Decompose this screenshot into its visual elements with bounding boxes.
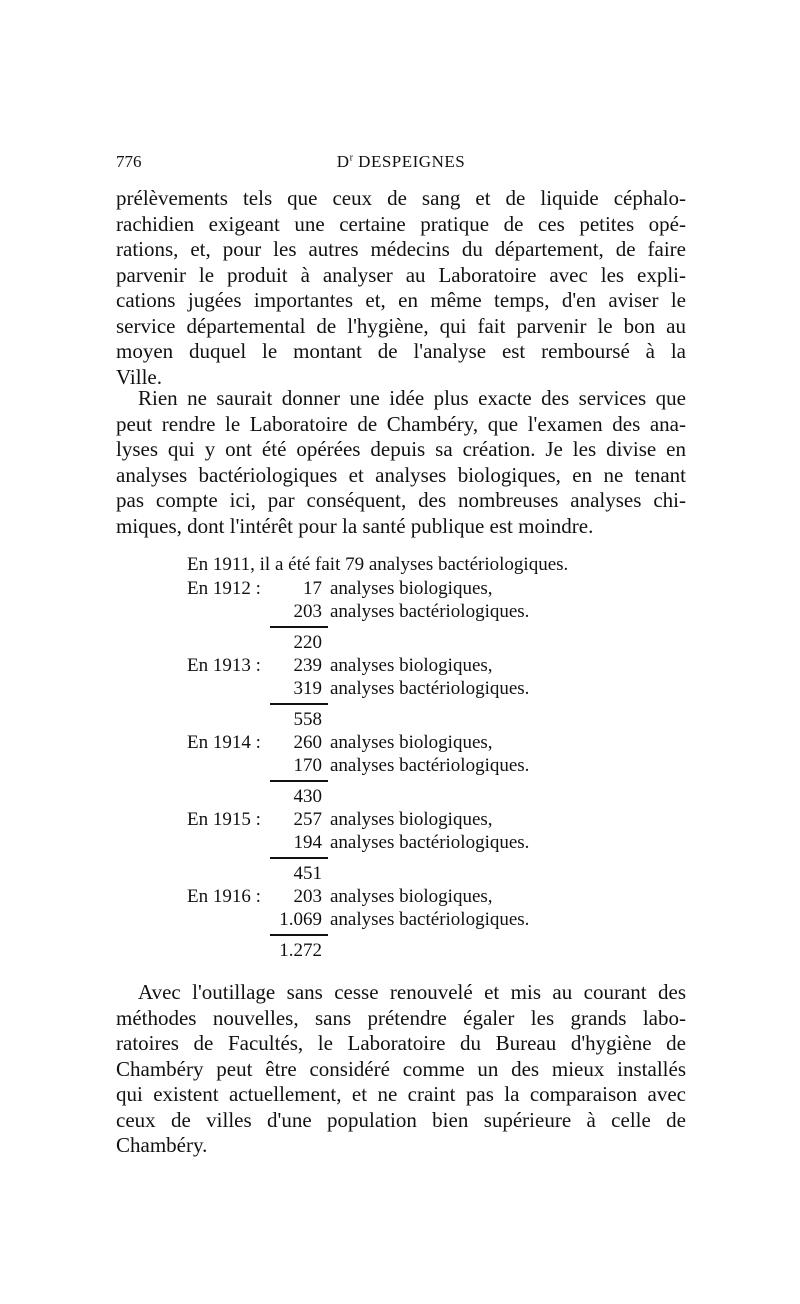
- sum-rule: [270, 857, 328, 859]
- text-line: lyses qui y ont été opérées depuis sa création. Je les divise en: [116, 437, 686, 461]
- year-label: En 1912 :: [187, 578, 261, 599]
- text-line: rations, et, pour les autres médecins du département, de faire: [116, 237, 686, 261]
- bact-text: analyses bactériologiques.: [330, 832, 530, 853]
- bio-count: 260: [293, 732, 322, 753]
- year-label: En 1914 :: [187, 732, 261, 753]
- bact-count: 1.069: [279, 909, 322, 930]
- sum-rule: [270, 934, 328, 936]
- text-line: Chambéry peut être considéré comme un des mieux installés: [116, 1056, 686, 1081]
- paragraph-3: [116, 980, 686, 1159]
- total-count: 451: [293, 863, 322, 884]
- text-line: Chambéry.: [116, 1133, 208, 1157]
- bact-count: 194: [293, 832, 322, 853]
- author-name: DESPEIGNES: [358, 152, 466, 171]
- text-line: qui existent actuellement, et ne craint pas la comparaison avec: [116, 1082, 686, 1106]
- total-count: 220: [293, 632, 322, 653]
- total-count: 430: [293, 786, 322, 807]
- text-line: rachidien exigeant une certaine pratique de ces petites opé-: [116, 211, 686, 236]
- total-count: 558: [293, 709, 322, 730]
- page-number: 776: [116, 152, 142, 171]
- running-title: [116, 152, 686, 172]
- text-line: analyses bactériologiques et analyses biologiques, en ne tenant: [116, 462, 686, 487]
- text-line: cations jugées importantes et, en même temps, d'en aviser le: [116, 288, 686, 312]
- bio-count: 239: [293, 655, 322, 676]
- sum-rule: [270, 703, 328, 705]
- bact-count: 203: [293, 601, 322, 622]
- text-line: Ville.: [116, 364, 162, 389]
- year-label: En 1913 :: [187, 655, 261, 676]
- bio-text: analyses biologiques,: [330, 655, 493, 676]
- bio-text: analyses biologiques,: [330, 732, 493, 753]
- author-prefix: D: [336, 152, 350, 171]
- text-line: moyen duquel le montant de l'analyse est remboursé à la: [116, 339, 686, 363]
- bio-count: 17: [303, 578, 322, 599]
- text-line: ratoires de Facultés, le Laboratoire du Bureau d'hygiène de: [116, 1031, 686, 1055]
- year-label: En 1916 :: [187, 886, 261, 907]
- text-line: miques, dont l'intérêt pour la santé publique est moindre.: [116, 513, 594, 538]
- bio-count: 257: [293, 809, 322, 830]
- text-line: méthodes nouvelles, sans prétendre égaler les grands labo-: [116, 1005, 686, 1030]
- text-line: Rien ne saurait donner une idée plus exacte des services que: [138, 386, 686, 410]
- sum-rule: [270, 780, 328, 782]
- bio-text: analyses biologiques,: [330, 809, 493, 830]
- text-line: peut rendre le Laboratoire de Chambéry, que l'examen des ana-: [116, 411, 686, 436]
- sum-rule: [270, 626, 328, 628]
- total-count: 1.272: [279, 940, 322, 961]
- paragraph-2: [116, 386, 686, 539]
- bact-text: analyses bactériologiques.: [330, 909, 530, 930]
- bact-text: analyses bactériologiques.: [330, 678, 530, 699]
- text-line: service départemental de l'hygiène, qui fait parvenir le bon au: [116, 313, 686, 338]
- year-label: En 1915 :: [187, 809, 261, 830]
- bact-text: analyses bactériologiques.: [330, 601, 530, 622]
- bact-count: 170: [293, 755, 322, 776]
- bact-count: 319: [293, 678, 322, 699]
- bio-text: analyses biologiques,: [330, 886, 493, 907]
- text-line: prélèvements tels que ceux de sang et de liquide céphalo-: [116, 186, 686, 210]
- running-header: [116, 152, 686, 178]
- bio-count: 203: [293, 886, 322, 907]
- text-line: parvenir le produit à analyser au Laboratoire avec les expli-: [116, 262, 686, 287]
- paragraph-1: [116, 186, 686, 390]
- bio-text: analyses biologiques,: [330, 578, 493, 599]
- bact-text: analyses bactériologiques.: [330, 755, 530, 776]
- text-line: ceux de villes d'une population bien supérieure à celle de: [116, 1107, 686, 1132]
- text-line: Avec l'outillage sans cesse renouvelé et mis au courant des: [138, 980, 686, 1004]
- stats-intro-1911: En 1911, il a été fait 79 analyses bactériologiques.: [187, 554, 569, 575]
- text-line: pas compte ici, par conséquent, des nombreuses analyses chi-: [116, 488, 686, 512]
- author-sup: r: [349, 152, 354, 164]
